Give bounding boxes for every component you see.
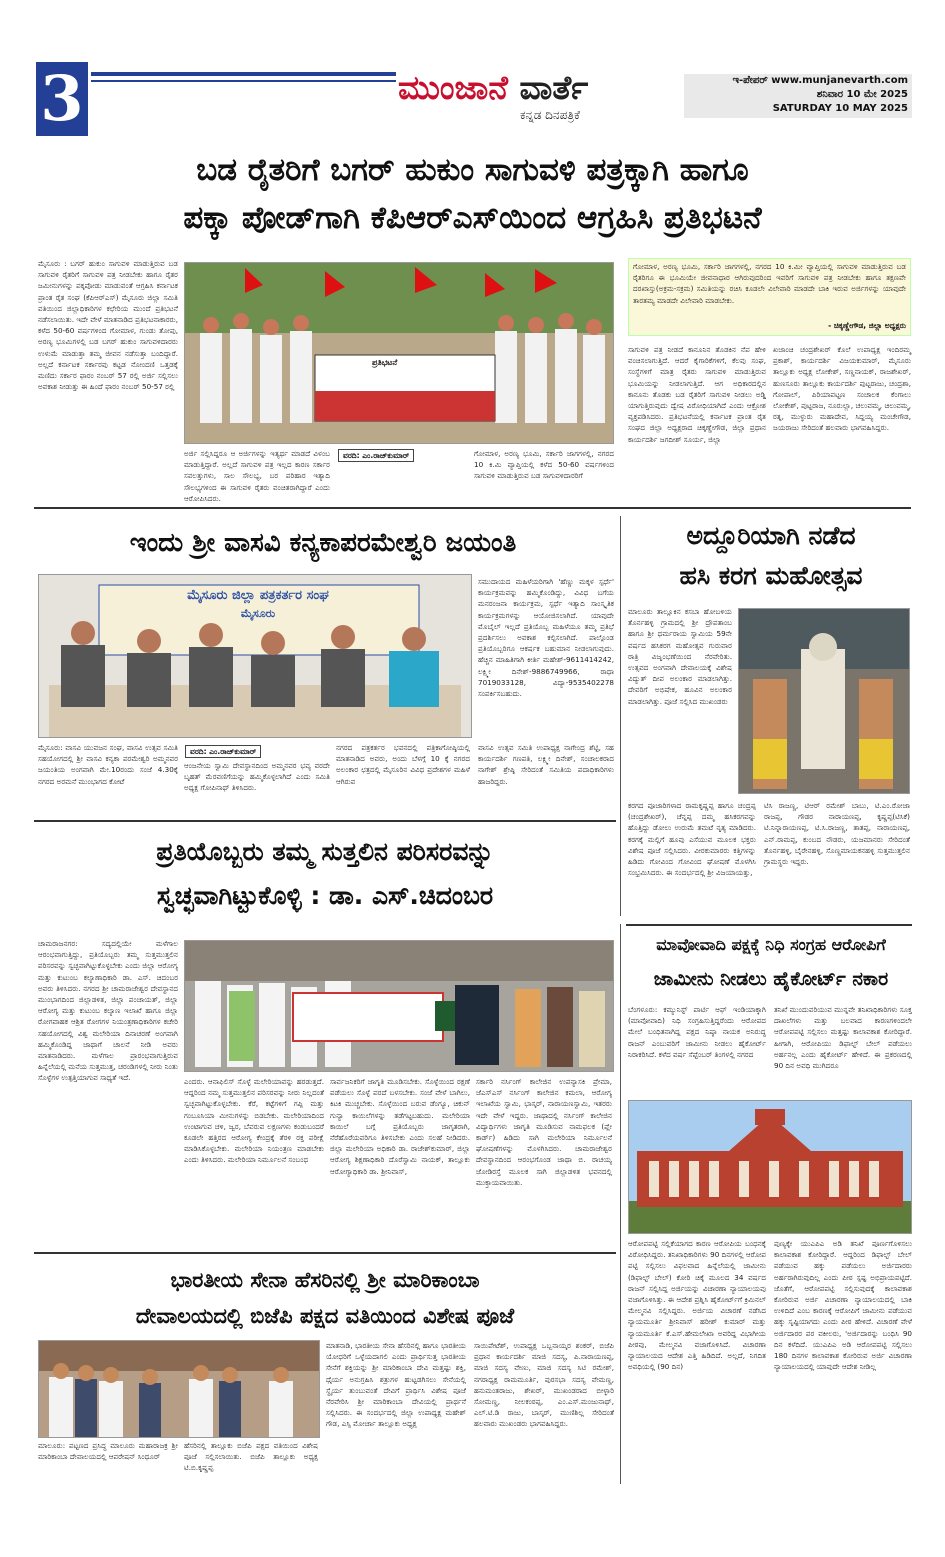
story5-col1: ಬೆಂಗಳೂರು: ಕಮ್ಯುನಿಸ್ಟ್ ಪಾರ್ಟಿ ಆಫ್ ಇಂಡಿಯಾಕ್ಕಾಗಿ (ಮಾವೋವಾದಿ) ನಿಧಿ ಸಂಗ್ರಹಿಸುತ್ತಿದ್ದರೆಂದು ಆರೋಪದ ಮೇಲೆ ಬಂಧಿತನಾಗಿದ್ದ ಪಕ್ಷದ ನಿಷ್ಠಾ ನಾಯಕ ಅನಿರುದ್ಧ ರಾಜನ್ ಎಂಬುವರಿಗೆ ಜಾಮೀನು ನೀಡಲು ಹೈಕೋರ್ಟ್ ನಿರಾಕರಿಸಿದೆ. ಕಳೆದ ವರ್ಷ ಸೆಪ್ಟೆಂಬರ್ ತಿಂಗಳಲ್ಲಿ ನಗರದ [628, 1005, 766, 1059]
story3-headline-line2: ಹಸಿ ಕರಗ ಮಹೋತ್ಸವ [679, 561, 863, 590]
column-divider [620, 516, 621, 916]
story5-col3: ಆರೋಪಪಟ್ಟಿ ಸಲ್ಲಿಕೆಯಾಗದ ಕಾರಣ ಆರೋಪಿಯ ಬಂಧನಕ್ಕೆ ವಿರೋಧಿಸಿದ್ದರು. ತನಿಖಾಧಿಕಾರಿಗಳು 90 ದಿನಗಳಲ್ಲಿ ಆರೋಪ ಪಟ್ಟಿ ಸಲ್ಲಿಸಲು ವಿಫಲವಾದ ಹಿನ್ನೆಲೆಯಲ್ಲಿ ಜಾಮೀನು (ಡಿಫಾಲ್ಟ್ ಬೇಲ್) ಕೋರಿ ಚಿಕ್ಕೆ ಮೂಲದ 34 ವರ್ಷದ ರಾಜನ್ ಸಲ್ಲಿಸಿದ್ದ ಅರ್ಜಿಯನ್ನು ವಿಚಾರಣಾ ನ್ಯಾಯಾಲಯವು ವಜಾಗೊಳಿಸಿತ್ತು. ಈ ಆದೇಶ ಪ್ರಶ್ನಿಸಿ ಹೈಕೋರ್ಟ್‌ಗೆ ಕ್ರಿಮಿನಲ್ ಮೇಲ್ಮನವಿ ಸಲ್ಲಿಸಿದ್ದರು. ಅರ್ಜಿಯ ವಿಚಾರಣೆ ನಡೆಸಿದ ನ್ಯಾಯಮೂರ್ತಿ ಶ್ರೀನಿವಾಸ್ ಹರೀಶ್ ಕುಮಾರ್ ಮತ್ತು ನ್ಯಾಯಮೂರ್ತಿ ಕೆ.ಎಸ್.ಹೇಮಲೇಖಾ ಅವರಿದ್ದ ವಿಭಾಗೀಯ ಪೀಠವು, ಮೇಲ್ಮನವಿ ವಜಾಗೊಳಿಸಿದೆ. ವಿಚಾರಣಾ ನ್ಯಾಯಾಲಯದ ಆದೇಶ ಎತ್ತಿ ಹಿಡಿದಿದೆ. ಅಲ್ಲದೆ, ನಿಗದಿತ ಅವಧಿಯಲ್ಲಿ (90 ದಿನ) [628, 1239, 766, 1372]
rally-photo-svg [185, 941, 613, 1071]
story1-headline-line2: ಪಕ್ಕಾ ಪೋಡ್‌ಗಾಗಿ ಕೆಪಿಆರ್‌ಎಸ್‌ಯಿಂದ ಆಗ್ರಹಿಸಿ ಪ್ರತಿಭಟನೆ [183, 200, 762, 236]
story6-caption1: ಮಾಲೂರು: ಪಟ್ಟಣದ ಪ್ರಸಿದ್ಧ ಮಾಲೂರು ಮಹಾರಾಜ‌ಕ್ರ ಶ್ರೀ ಮಾರಿಕಾಂಬಾ ದೇವಾಲಯದಲ್ಲಿ ಆಪರೇಷನ್ ಸಿಂಧೂರ್ [38, 1441, 178, 1462]
story6-headline-line1: ಭಾರತೀಯ ಸೇನಾ ಹೆಸರಿನಲ್ಲಿ ಶ್ರೀ ಮಾರಿಕಾಂಬಾ [170, 1268, 480, 1292]
temple-pooja-photo-svg [39, 1341, 319, 1437]
story5-photo [628, 1100, 912, 1234]
epaper-link[interactable]: ಇ-ಪೇಪರ್ www.munjanevarth.com [732, 75, 908, 86]
story2-col5: ವಾಸವಿ ಉತ್ಸವ ಸಮಿತಿ ಉಪಾಧ್ಯಕ್ಷ ನಾಗೇಂದ್ರ ಶೆಟ್ಟಿ, ಸಹ ಕಾರ್ಯದರ್ಶಿ ಗಣಪತಿ, ಲಕ್ಷ್ಮೀ ದಿನೇಶ್, ಸಂಚಾಲಕರಾದ ನಾಗೇಶ್ ಶ್ರೇಷ್ಠಿ ಸೇರಿದಂತೆ ಸಮಿತಿಯ ಪದಾಧಿಕಾರಿಗಳು ಹಾಜರಿದ್ದರು. [478, 743, 614, 786]
column-divider-lower [620, 924, 621, 1484]
story3-col2: ಕರಗದ ಪೂಜಾರಿಗಳಾದ ರಾಮಕೃಷ್ಣಪ್ಪ ಹಾಗೂ ಚಂದ್ರಪ್ಪ (ಚಂದ್ರಶೇಖರ್), ಚೆನ್ನಪ್ಪ ದಮ್ಮ ಹಸಿಕರಗವನ್ನು ಹೊತ್ತಿದ್ದು ಡೋಲು ಉರುಮೆ ತಮಟೆ ನೃತ್ಯ ಮಾಡಿದರು. ಕರಗಕ್ಕೆ ಮಲ್ಲಿಗೆ ಹೂವು ಎಸೆಯುವ ಮೂಲಕ ಭಕ್ತರು ವಿಶೇಷ ಪೂಜೆ ಸಲ್ಲಿಸಿದರು. ವೀರಕುಮಾರರು ಕತ್ತಿಗಳನ್ನು ಹಿಡಿದು ಗೋವಿಂದ ಗೋವಿಂದ ಘೋಷಣೆ ಮೊಳಗಿಸಿ ಸಂಭ್ರಮಿಸಿದರು. ಈ ಸಂದರ್ಭದಲ್ಲಿ ಶ್ರೀ ವಿಜಯಾಯತ್ತು, [628, 801, 756, 878]
story4-col4: ಸರ್ಕಾರಿ ನರ್ಸಿಂಗ್ ಕಾಲೇಜಿನ ಉಪನ್ಯಾಸಕಿ ಪ್ರೇಮಾ, ಜೆಎಸ್‌ಎಸ್ ನರ್ಸಿಂಗ್ ಕಾಲೇಜಿನ ಕಮಲಾ, ಆರೋಗ್ಯ ಇಲಾಖೆಯ ಸ್ವಾಮಿ, ಭಾಸ್ಕರ್, ನಾರಾಯಣಸ್ವಾಮಿ, ಇತರರು ಇದೇ ವೇಳೆ ಇದ್ದರು. ಜಾಥಾದಲ್ಲಿ ನರ್ಸಿಂಗ್ ಕಾಲೇಜಿನ ವಿದ್ಯಾರ್ಥಿಗಳು ಜಾಗೃತಿ ಮೂಡಿಸುವ ನಾಮಫಲಕ (ಪ್ಲೇ ಕಾರ್ಡ್) ಹಿಡಿದು ಸಾಗಿ ಮಲೇರಿಯಾ ನಿರ್ಮೂಲನೆ ಘೋಷಣೆಗಳನ್ನು ಮೊಳಗಿಸಿದರು. ಚಾಮರಾಜೇಶ್ವರ ದೇವಸ್ಥಾನದಿಂದ ಆರಂಭಗೊಂಡ ಜಾಥಾ ಬಿ. ರಾಚಯ್ಯ ಜೋಡಿರಸ್ತೆ ಮೂಲಕ ಸಾಗಿ ಜಿಲ್ಲಾಡಳಿತ ಭವನದಲ್ಲಿ ಮುಕ್ತಾಯವಾಯಿತು. [476, 1077, 612, 1187]
story5-col2: ತನಿಖೆ ಮುಂದುವರಿಯುವ ಮುನ್ನವೇ ತನಿಖಾಧಿಕಾರಿಗಳು ಸೂಕ್ತ ದಾಖಲೆಗಳು ಮತ್ತು ಬಲವಾದ ಕಾರಣಗಳಿಂದಲೇ ಆರೋಪಪಟ್ಟಿ ಸಲ್ಲಿಸಲು ಮತ್ತಷ್ಟು ಕಾಲಾವಕಾಶ ಕೋರಿದ್ದಾರೆ. ಹೀಗಾಗಿ, ಆರೋಪಿಯು ಡಿಫಾಲ್ಟ್ ಬೇಲ್ ಪಡೆಯಲು ಅರ್ಹನಲ್ಲ ಎಂದು ಹೈಕೋರ್ಟ್ ಹೇಳಿದೆ. ಈ ಪ್ರಕರಣದಲ್ಲಿ 90 ದಿನ ಅವಧಿ ಮುಗಿದರೂ [774, 1005, 912, 1071]
story2-banner [98, 586, 418, 622]
story2-banner-line1: ಮೈಸೂರು ಜಿಲ್ಲಾ ಪತ್ರಕರ್ತರ ಸಂಘ [187, 588, 329, 603]
divider-story1 [34, 507, 911, 509]
story3-photo [738, 608, 910, 794]
story5-headline-line2: ಜಾಮೀನು ನೀಡಲು ಹೈಕೋರ್ಟ್ ನಕಾರ [653, 968, 889, 990]
story2-col1: ಮೈಸೂರು: ವಾಸವಿ ಯುವಜನ ಸಂಘ, ವಾಸವಿ ಉತ್ಸವ ಸಮಿತಿ ಸಹಯೋಗದಲ್ಲಿ ಶ್ರೀ ವಾಸವಿ ಕನ್ಯಕಾ ಪರಮೇಶ್ವರಿ ಅಮ್ಮನವರ ಜಯಂತಿಯ ಅಂಗವಾಗಿ ಮೇ.10ರಂದು ಸಂಜೆ 4.30ಕ್ಕೆ ನಗರದ ಅರಮನೆ ಮುಂಭಾಗದ ಕೋಟೆ [38, 743, 178, 786]
newspaper-logo [398, 68, 588, 108]
story1-banner-text: ಪ್ರತಿಭಟನೆ [372, 358, 398, 367]
story4-headline-line2: ಸ್ವಚ್ಛವಾಗಿಟ್ಟುಕೊಳ್ಳಿ : ಡಾ. ಎಸ್.ಚಿದಂಬರ [156, 881, 494, 910]
masthead-rule [91, 72, 396, 76]
divider-story4 [34, 1252, 616, 1254]
story1-col3: ಗೋಮಾಳ, ಅರಣ್ಯ ಭೂಮಿ, ಸರ್ಕಾರಿ ಜಾಗಗಳಲ್ಲಿ, ನಗರದ 10 ಕಿ.ಮಿ ವ್ಯಾಪ್ತಿಯಲ್ಲಿ ಕಳೆದ 50-60 ವರ್ಷಗಳಿಂದ ಸಾಗುವಳಿ ಮಾಡುತ್ತಿರುವ ಬಡ ಸಾಗುವಳಿದಾರರಿಗೆ [474, 449, 614, 481]
story5-headline [626, 928, 916, 996]
story5-col4: ಪುಣ್ಯಕ್ಕೇ ಯುಎಪಿಎ ಅಡಿ ತನಿಖೆ ಪೂರ್ಣಗೊಳಿಸಲು ಕಾಲಾವಕಾಶ ಕೋರಿದ್ದಾರೆ. ಆದ್ದರಿಂದ ಡಿಫಾಲ್ಟ್ ಬೇಲ್ ಪಡೆಯುವ ಹಕ್ಕು ಪಡೆಯಲು ಅರ್ಜಿದಾರರು ಅರ್ಹರಾಗಿರುವುದಿಲ್ಲ ಎಂದು ಪೀಠ ಸ್ಪಷ್ಟ ಅಭಿಪ್ರಾಯಪಟ್ಟಿದೆ. ಜೊತೆಗೆ, ಆರೋಪಪಟ್ಟಿ ಸಲ್ಲಿಸುವುದಕ್ಕೆ ಕಾಲಾವಕಾಶ ಕೋರಿರುವ ಅರ್ಜಿ ವಿಚಾರಣಾ ನ್ಯಾಯಾಲಯದಲ್ಲಿ ಬಾಕಿ ಉಳಿದಿದೆ ಎಂಬ ಕಾರಣಕ್ಕೆ ಆರೋಪಿಗೆ ಜಾಮೀನು ಪಡೆಯುವ ಹಕ್ಕು ಸೃಷ್ಟಿಯಾಗದು ಎಂದು ಪೀಠ ಹೇಳಿದೆ. ವಿಚಾರಣೆ ವೇಳೆ ಅರ್ಜಿದಾರರ ಪರ ವಕೀಲರು, 'ಅರ್ಜಿದಾರನ್ನು ಬಂಧಿಸಿ 90 ದಿನ ಕಳೆದಿದೆ. ಯುಎಪಿಎ ಅಡಿ ಆರೋಪಪಟ್ಟಿ ಸಲ್ಲಿಸಲು 180 ದಿನಗಳ ಕಾಲಾವಕಾಶ ಕೋರಿರುವ ಅರ್ಜಿ ವಿಚಾರಣಾ ನ್ಯಾಯಾಲಯದಲ್ಲಿ ಯಾವುದೇ ಆದೇಶ ನೀಡಿಲ್ಲ [774, 1239, 912, 1372]
story3-col1: ಮಾಲೂರು ತಾಲ್ಲೂಕಿನ ಕಸಬಾ ಹೋಬಳಿಯ ತೊರ್ನಹಳ್ಳಿ ಗ್ರಾಮದಲ್ಲಿ ಶ್ರೀ ದ್ರೌಪತಾಂಬ ಹಾಗೂ ಶ್ರೀ ಧರ್ಮರಾಯ ಸ್ವಾಮಿಯ 59ನೇ ವರ್ಷದ ಹಸಿಕರಗ ಮಹೋತ್ಸವ ಗುರುವಾರ ರಾತ್ರಿ ವಿಜೃಂಭಣೆಯಿಂದ ನೆರವೇರಿತು. ಉತ್ಸವದ ಅಂಗವಾಗಿ ದೇವಾಲಯಕ್ಕೆ ವಿಶೇಷ ವಿದ್ಯುತ್ ದೀಪ ಅಲಂಕಾರ ಮಾಡಲಾಗಿತ್ತು. ದೇವರಿಗೆ ಅಭಿಷೇಕ, ಹೂವಿನ ಅಲಂಕಾರ ಮಾಡಲಾಗಿತ್ತು. ಪೂಜೆ ಸಲ್ಲಿಸಿದ ಮುಖಂಡರು [628, 607, 732, 706]
logo-part2: ವಾರ್ತೆ [519, 68, 589, 107]
story1-headline [30, 146, 915, 242]
high-court-photo-svg [629, 1101, 911, 1233]
story1-col4: ಸಾಗುವಳಿ ಪತ್ರ ನೀಡದೆ ಕಾನೂನಿನ ತೊಡಕಿನ ನೆಪ ಹೇಳಿ ವಂಚಿಸಲಾಗುತ್ತಿದೆ. ಆದರೆ ಕೈಗಾರಿಕೆಗಳಿಗೆ, ಕೆಲವು ಸಂಘ, ಸಂಸ್ಥೆಗಳಿಗೆ ಮಾತ್ರ ರೈತರು ಸಾಗುವಳಿ ಮಾಡುತ್ತಿರುವ ಭೂಮಿಯನ್ನು ನೀಡಲಾಗುತ್ತಿದೆ. ಆಗ ಅಧಿಕಾರದಲ್ಲಿನ ಕಾನೂನು ತೊಡಕು ಬಡ ರೈತರಿಗೆ ಸಾಗುವಳಿ ನೀಡಲು ಅಡ್ಡಿ ಯಾಗುತ್ತಿರುವುದು ದ್ವೇಷ ವಿರೋಧಿಯಾಗಿದೆ ಎಂದು ಆಕ್ರೋಶ ವ್ಯಕ್ತಪಡಿಸಿದರು. ಪ್ರತಿಭಟನೆಯಲ್ಲಿ ಕರ್ನಾಟಕ ಪ್ರಾಂತ ರೈತ ಸಂಘದ ಜಿಲ್ಲಾ ಅಧ್ಯಕ್ಷರಾದ ಚಿಕ್ಕಣ್ಣೇಗೌಡ, ಜಿಲ್ಲಾ ಪ್ರಧಾನ ಕಾರ್ಯದರ್ಶಿ ಜಗದೀಶ್ ಸೂರ್ಯ, ಜಿಲ್ಲಾ [628, 345, 766, 444]
page-number: 3 [36, 62, 88, 136]
story6-col2: ಸಾಯಿಪೇಟೆಶ್, ಉಪಾಧ್ಯಕ್ಷ ಒಬ್ಬನಾಯ್ಕರ ಶಂಕರ್, ಬಿಜೆಪಿ ಪ್ರಧಾನ ಕಾರ್ಯದರ್ಶಿ ಮಾಜಿ ಸದಸ್ಯ, ಪಿ.ನಾರಾಯಣಪ್ಪ, ಮಾಜಿ ಸದಸ್ಯ ವೇಣು, ಮಾಜಿ ಸದಸ್ಯ ಸಿಟಿ ರಮೇಶ್, ನಗರಾಧ್ಯಕ್ಷ ರಾಮಮೂರ್ತಿ, ಪುರಸಭಾ ಸದಸ್ಯ ವೇಮಣ್ಣ, ಹನುಮಂತರಾಜು, ಶೇಖರ್, ಮುಖಂಡರಾದ ಬೀಳ್ಳಾರಿ ಸೋಮಣ್ಣ, ನೀಲಕಂಠಪ್ಪ, ಎಂ.ಎಸ್.ಮಂಜುನಾಥ್, ಎಲ್.ಟಿ.ಡಿ ರಾಜು, ಬಾಸ್ಕರ್, ಮುಣಿಶಿಲ್ಲ ಸೇರಿದಂತೆ ಹಲವಾರು ಮುಖಂಡರು ಭಾಗವಹಿಸಿದ್ದರು. [474, 1341, 614, 1429]
divider-story3 [626, 924, 912, 926]
story6-col1: ಮಾತನಾಡಿ, ಭಾರತೀಯ ಸೇನಾ ಹೆಸರಿನಲ್ಲಿ ಹಾಗೂ ಭಾರತೀಯ ಯೋಧರಿಗೆ ಒಳ್ಳೆಯದಾಗಲಿ ಎಂದು ಪ್ರಾರ್ಥಿಸುತ್ತ ಭಾರತೀಯ ಸೇನೆಗೆ ಶಕ್ತಿಯನ್ನು ಶ್ರೀ ಮಾರಿಕಾಂಬಾ ದೇವಿ ಮತ್ತಷ್ಟು ಶಕ್ತಿ, ಧೈರ್ಯ ಅನುಗ್ರಹಿಸಿ ಶತ್ರುಗಳ ಹುಟ್ಟಡಗಿಸಲು ಸೇನೆಯಲ್ಲಿ ಸ್ಥೈರ್ಯ ತುಂಬುವಂತೆ ದೇವಿಗೆ ಪ್ರಾರ್ಥಿಸಿ ವಿಶೇಷ ಪೂಜೆ ನೆರವೇರಿಸಿ ಶ್ರೀ ಮಾರಿಕಾಂಬಾ ದೇವಿಯಲ್ಲಿ ಪ್ರಾರ್ಥನೆ ಸಲ್ಲಿಸಿದರು. ಈ ಸಂದರ್ಭದಲ್ಲಿ ಜಿಲ್ಲಾ ಉಪಾಧ್ಯಕ್ಷ ಮಹೇಶ್ ಗೌಡ, ಎಸ್ಸಿ ಮೋರ್ಚಾ ತಾಲ್ಲೂಕು ಅಧ್ಯಕ್ಷ [326, 1341, 466, 1429]
masthead-rule-thin [91, 80, 396, 82]
story1-col1: ಮೈಸೂರು : ಬಗರ್ ಹುಕುಂ ಸಾಗುವಳಿ ಮಾಡುತ್ತಿರುವ ಬಡ ಸಾಗುವಳಿ ರೈತರಿಗೆ ಸಾಗುವಳಿ ಪತ್ರ ನೀಡಬೇಕು ಹಾಗೂ ರೈತರ ಜಮೀನುಗಳನ್ನು ಪಕ್ಕಪೋಡು ಮಾಡುವಂತೆ ಆಗ್ರಹಿಸಿ ಕರ್ನಾಟಕ ಪ್ರಾಂತ ರೈತ ಸಂಘ (ಕೆಪಿಆರ್‌ಎಸ್) ಮೈಸೂರು ಜಿಲ್ಲಾ ಸಮಿತಿ ವತಿಯಿಂದ ಜಿಲ್ಲಾಧಿಕಾರಿಗಳ ಕಛೇರಿಯ ಮುಂದೆ ಪ್ರತಿಭಟನೆ ನಡೆಸಲಾಯಿತು. ಇದೇ ವೇಳೆ ಮಾತನಾಡಿದ ಪ್ರತಿಭಟನಾಕಾರರು, ಕಳೆದ 50-60 ವರ್ಷಗಳಿಂದ ಗೋಮಾಳ, ಗುಂಡು ತೋಪು, ಅರಣ್ಯ ಭೂಮಿಗಳಲ್ಲಿ ಬಡ ಬಗರ್ ಹುಕುಂ ಸಾಗುವಳಿದಾರರು ಉಳುಮೆ ಮಾಡುತ್ತಾ ತಮ್ಮ ಜೀವನ ನಡೆಸುತ್ತಾ ಬಂದಿದ್ದಾರೆ. ಅಲ್ಲದೆ ಕರ್ನಾಟಕ ಸರ್ಕಾರವು ಕಟ್ಟಡ ನೋಂದಣಿ ಒತ್ತಡಕ್ಕೆ ಮಣಿದು ಸರ್ಕಾರ ಫಾರಂ ನಂಬರ್ 57 ರಲ್ಲಿ ಅರ್ಜಿ ಸಲ್ಲಿಸಲು ಅವಕಾಶ ನೀಡುತ್ತು ಈ ಹಿಂದೆ ಫಾರಂ ನಂಬರ್ 50-57 ರಲ್ಲಿ [38, 259, 178, 392]
story3-headline-line1: ಅದ್ದೂರಿಯಾಗಿ ನಡೆದ [686, 521, 856, 550]
story2-banner-line2: ಮೈಸೂರು [240, 607, 276, 620]
story1-photo [184, 262, 614, 444]
story4-headline [34, 830, 616, 918]
story5-headline-line1: ಮಾವೋವಾದಿ ಪಕ್ಷಕ್ಕೆ ನಿಧಿ ಸಂಗ್ರಹ ಆರೋಪಿಗೆ [656, 935, 886, 954]
divider-story2 [34, 820, 616, 822]
karaga-photo-svg [739, 609, 909, 793]
story3-headline [626, 516, 916, 596]
logo-part1: ಮುಂಜಾನೆ [398, 68, 508, 107]
protest-photo-svg [185, 263, 613, 443]
story1-quote-box [628, 258, 911, 336]
date-block [684, 74, 912, 118]
story4-col1: ಚಾಮರಾಜನಗರ: ಸದ್ಯದಲ್ಲಿಯೇ ಮಳೆಗಾಲ ಆರಂಭವಾಗುತ್ತಿದ್ದು, ಪ್ರತಿಯೊಬ್ಬರು ತಮ್ಮ ಸುತ್ತಮುತ್ತಲಿನ ಪರಿಸರವನ್ನು ಸ್ವಚ್ಛವಾಗಿಟ್ಟುಕೊಳ್ಳಬೇಕು ಎಂದು ಜಿಲ್ಲಾ ಆರೋಗ್ಯ ಮತ್ತು ಕುಟುಂಬ ಕಲ್ಯಾಣಾಧಿಕಾರಿ ಡಾ. ಎಸ್. ಚಿದಂಬರ ಅವರು ತಿಳಿಸಿದರು. ನಗರದ ಶ್ರೀ ಚಾಮರಾಜೇಶ್ವರ ದೇವಸ್ಥಾನದ ಮುಂಭಾಗದಿಂದ ಜಿಲ್ಲಾಡಳಿತ, ಜಿಲ್ಲಾ ಪಂಚಾಯತ್, ಜಿಲ್ಲಾ ಆರೋಗ್ಯ ಮತ್ತು ಕುಟುಂಬ ಕಲ್ಯಾಣ ಇಲಾಖೆ ಹಾಗೂ ಜಿಲ್ಲಾ ರೋಗವಾಹಕ ಆಶ್ರಿತ ರೋಗಗಳ ನಿಯಂತ್ರಣಾಧಿಕಾರಿಗಳ ಕಚೇರಿ ಸಹಯೋಗದಲ್ಲಿ ವಿಶ್ವ ಮಲೇರಿಯಾ ದಿನಾಚರಣೆ ಅಂಗವಾಗಿ ಹಮ್ಮಿಕೊಂಡಿದ್ದ ಜಾಥಾಗೆ ಚಾಲನೆ ನೀಡಿ ಅವರು ಮಾತನಾಡಿದರು. ಮಳೆಗಾಲ ಪ್ರಾರಂಭವಾಗುತ್ತಿರುವ ಹಿನ್ನೆಲೆಯಲ್ಲಿ ಮನೆಯ ಸುತ್ತಮುತ್ತ, ಚರಂಡಿಗಳಲ್ಲಿ ನೀರು ನಿಂತು ಸೊಳ್ಳೆಗಳ ಉತ್ಪತ್ತಿಯಾಗುವ ಸಾಧ್ಯತೆ ಇದೆ. [38, 939, 178, 1083]
story1-col2: ಅರ್ಜಿ ಸಲ್ಲಿಸಿದ್ದರೂ ಆ ಅರ್ಜಿಗಳನ್ನು ಇತ್ಯರ್ಥ ಮಾಡದೆ ವಿಳಂಬ ಮಾಡುತ್ತಿದ್ದಾರೆ. ಅಲ್ಲದೆ ಸಾಗುವಳಿ ಪತ್ರ ಇಲ್ಲದ ಕಾರಣ ಸರ್ಕಾರ ಸವಲತ್ತುಗಳು, ಸಾಲ ಸೌಲಭ್ಯ, ಬರ ಪರಿಹಾರ ಇತ್ಯಾದಿ ಸೌಲಭ್ಯಗಳಿಂದ ಈ ಸಾಗುವಳಿ ರೈತರು ವಂಚಿತರಾಗಿದ್ದಾರೆ ಎಂದು ಆರೋಪಿಸಿದರು. [184, 449, 330, 503]
story6-photo [38, 1340, 320, 1438]
story6-headline-line2: ದೇವಾಲಯದಲ್ಲಿ ಬಿಜೆಪಿ ಪಕ್ಷದ ವತಿಯಿಂದ ವಿಶೇಷ ಪೂಜೆ [135, 1304, 515, 1328]
story1-photo-caption: ವರದಿ: ಎಂ.ರಾಜ್‌ಕುಮಾರ್ [338, 449, 414, 462]
story4-col3: ಸಾರ್ವಜನಿಕರಿಗೆ ಜಾಗೃತಿ ಮೂಡಿಸಬೇಕು. ಸೊಳ್ಳೆಯಿಂದ ರಕ್ಷಣೆ ಪಡೆಯಲು ಸೊಳ್ಳೆ ಪರದೆ ಬಳಸಬೇಕು. ಸಂಜೆ ವೇಳೆ ಬಾಗಿಲು, ಕಿಟಕಿ ಮುಚ್ಚಬೇಕು. ಸೊಳ್ಳೆಯಿಂದ ಬರುವ ಡೆಂಗ್ಯೂ, ಚಿಕುನ್ ಗುನ್ಯಾ ಕಾಯಿಲೆಗಳನ್ನು ತಡೆಗಟ್ಟಬಹುದು. ಮಲೇರಿಯಾ ಕಾಯಿಲೆ ಬಗ್ಗೆ ಪ್ರತಿಯೊಬ್ಬರು ಜಾಗೃತರಾಗಿ, ನೆರೆಹೊರೆಯವರಿಗೂ ತಿಳಿಸಬೇಕು ಎಂದು ಸಲಹೆ ನೀಡಿದರು. ಜಿಲ್ಲಾ ಮಲೇರಿಯಾ ಅಧಿಕಾರಿ ಡಾ. ರಾಜೇಶ್‌ಕುಮಾರ್, ಜಿಲ್ಲಾ ಆರೋಗ್ಯ ಶಿಕ್ಷಣಾಧಿಕಾರಿ ದೊರೆಸ್ವಾಮಿ ನಾಯಕ್, ತಾಲ್ಲೂಕು ಆರೋಗ್ಯಾಧಿಕಾರಿ ಡಾ. ಶ್ರೀನಿವಾಸ್, [330, 1077, 470, 1176]
story3-col3: ಟಿಸಿ ರಾಜಣ್ಣ, ಟಿಆರ್ ರಮೇಶ್ ಬಾಬು, ಟಿ.ಎಂ.ರೋಜಾ ರಾಜಪ್ಪ, ಗೌಡರ ನಾರಾಯಣಪ್ಪ, ಕೃಷ್ಣಪ್ಪ(ಟಿಸಿಕೆ) ಟಿ.ನಿನ್ನಾರಾಯಣಪ್ಪ, ಟಿ.ಸಿ.ರಾಜಣ್ಣ, ತಾತಪ್ಪ, ನಾರಾಯಣಪ್ಪ, ಎನ್.ರಾಮಪ್ಪ, ಕುಂಬದ ನೌಡರು, ಯಜಮಾನರು ಸೇರಿದಂತೆ ತೊರ್ನಹಳ್ಳಿ, ಬೈರೇನಹಳ್ಳಿ, ಸೊಣ್ಣಮಾಯಕನಹಳ್ಳಿ ಸುತ್ತಮುತ್ತಲಿನ ಗ್ರಾಮಸ್ಥರು ಇದ್ದರು. [764, 801, 910, 867]
story6-caption2: ಹೆಸರಿನಲ್ಲಿ ತಾಲ್ಲೂಕು ಬಿಜೆಪಿ ಪಕ್ಷದ ವತಿಯಿಂದ ವಿಶೇಷ ಪೂಜೆ ಸಲ್ಲಿಸಲಾಯಿತು. ಬಿಜೆಪಿ ತಾಲ್ಲೂಕು ಅಧ್ಯಕ್ಷ ಟಿ.ಬಿ.ಕೃಷ್ಣಪ್ಪ [184, 1441, 318, 1473]
story1-quote-author: - ಚಿಕ್ಕಣ್ಣೇಗೌಡ, ಜಿಲ್ಲಾ ಅಧ್ಯಕ್ಷರು [828, 321, 906, 330]
story2-col2: ಆಂಜನೇಯ ಸ್ವಾಮಿ ದೇವಸ್ಥಾನದಿಂದ ಅಮ್ಮನವರ ಭವ್ಯ ವರದೇ ಬೃಹತ್ ಮೆರವಣಿಗೆಯನ್ನು ಹಮ್ಮಿಕೊಳ್ಳಲಾಗಿದೆ ಎಂದು ಸಮಿತಿ ಅಧ್ಯಕ್ಷ ಗೋಪಿನಾಥ್ ತಿಳಿಸಿದರು. [184, 761, 330, 793]
story1-col5: ಖಜಾಂಚಿ ಚಂದ್ರಶೇಖರ್ ಕೊಲೆ ಉಪಾಧ್ಯಕ್ಷ ಇಂದಿರಮ್ಮ ಪ್ರಕಾಶ್, ಕಾರ್ಯದರ್ಶಿ ವಿಜಯಕುಮಾರ್, ಮೈಸೂರು ತಾಲ್ಲೂಕು ಅಧ್ಯಕ್ಷ ಲೋಕೇಶ್, ಸಣ್ಣನಾಯಕ್, ರಾಜಶೇಖರ್, ಹುಣಸೂರು ತಾಲ್ಲೂಕು ಕಾರ್ಯದರ್ಶಿ ಪುಟ್ಟರಾಜು, ಚಂದ್ರಶಾ, ಗೋಪಾಲ್, ಪಿರಿಯಾಪಟ್ಟಣ ಸಂಚಾಲಕ ಕೆಂಗಾಲು ಲೋಕೇಶ್, ಪುಟ್ಟರಾಜ, ನೂರುಲ್ಲಾ, ಚಲುವಮ್ಮ, ಚಿಲುವಮ್ಮ, ರತ್ನ, ಮುಳ್ಳುರು ಮಹಾದೇವ, ಸಿದ್ದಯ್ಯ ಮಂಚೇಗೌಡ, ಜಯರಾಜು ಸೇರಿದಂತೆ ಹಲವಾರು ಭಾಗವಹಿಸಿದ್ದರು. [773, 345, 911, 433]
story4-headline-line1: ಪ್ರತಿಯೊಬ್ಬರು ತಮ್ಮ ಸುತ್ತಲಿನ ಪರಿಸರವನ್ನು [156, 837, 494, 866]
story2-col3: ನಗರದ ಪತ್ರಕರ್ತರ ಭವನದಲ್ಲಿ ಪತ್ರಿಕಾಗೋಷ್ಠಿಯಲ್ಲಿ ಮಾತನಾಡಿದ ಅವರು, ಅಂದು ಬೆಳಗ್ಗೆ 10 ಕ್ಕೆ ನಗರದ ಅಲಂಕಾರ ಛತ್ರದಲ್ಲಿ ಮೈಸೂರಿನ ವಿವಿಧ ಪ್ರದೇಶಗಳ ಮಹಿಳೆ ಆಗಿರುವ [336, 743, 470, 786]
story6-headline [34, 1262, 616, 1334]
story1-headline-line1: ಬಡ ರೈತರಿಗೆ ಬಗರ್ ಹುಕುಂ ಸಾಗುವಳಿ ಪತ್ರಕ್ಕಾಗಿ ಹಾಗೂ [196, 152, 749, 188]
story4-col2: ಎಂದರು. ಆನಾಫಿಲಿಸ್ ಸೊಳ್ಳೆ ಮಲೇರಿಯಾವನ್ನು ಹರಡುತ್ತದೆ. ಆದ್ದರಿಂದ ನಮ್ಮ ಸುತ್ತಮುತ್ತಲಿನ ಪರಿಸರವನ್ನು ನೀರು ನಿಲ್ಲದಂತೆ ಸ್ವಚ್ಛವಾಗಿಟ್ಟುಕೊಳ್ಳಬೇಕು. ಕೆರೆ, ಕಟ್ಟೆಗಳಿಗೆ ಗಪ್ಪಿ ಮತ್ತು ಗಂಬೂಸಿಯಾ ಮೀನುಗಳನ್ನು ಬಿಡಬೇಕು. ಮಲೇರಿಯಾದಿಂದ ಉಂಟಾಗುವ ಚಳಿ, ಜ್ವರ, ಬೆವರುವ ಲಕ್ಷಣಗಳು ಕಂಡುಬಂದರೆ ಕೂಡಲೇ ಹತ್ತಿರದ ಆರೋಗ್ಯ ಕೇಂದ್ರಕ್ಕೆ ತೆರಳಿ ರಕ್ತ ಪರೀಕ್ಷೆ ಮಾಡಿಸಿಕೊಳ್ಳಬೇಕು. ಮಲೇರಿಯಾ ನಿಯಂತ್ರಣ ಮಾಡಬೇಕು ಎಂದು ತಿಳಿಸಿದರು. ಮಲೇರಿಯಾ ನಿರ್ಮೂಲನೆ ಸಂಬಂಧ [184, 1077, 324, 1165]
story4-photo [184, 940, 614, 1072]
date-english: SATURDAY 10 MAY 2025 [772, 103, 908, 114]
story2-col4: ಸಮುದಾಯದ ಮಹಿಳೆಯರಿಗಾಗಿ 'ಹೆಣ್ಣು ಮಕ್ಕಳ ಸ್ಪರ್ಧೆ' ಕಾರ್ಯಕ್ರಮವನ್ನು ಹಮ್ಮಿಕೊಂಡಿದ್ದು, ವಿವಿಧ ಬಗೆಯ ಮನರಂಜನಾ ಕಾರ್ಯಕ್ರಮ, ಸ್ಪರ್ಧೆ ಇತ್ಯಾದಿ ಸಾಂಸ್ಕೃತಿಕ ಕಾರ್ಯಕ್ರಮಗಳನ್ನು ಆಯೋಜಿಸಲಾಗಿದೆ. ಯಾವುದೇ ಮೊಬೈಲ್ ಇಲ್ಲದೆ ಪ್ರತಿಯೊಬ್ಬ ಮಹಿಳೆಯೂ ತಮ್ಮ ಪ್ರತಿಭೆ ಪ್ರದರ್ಶಿಸಲು ಅವಕಾಶ ಕಲ್ಪಿಸಲಾಗಿದೆ. ಪಾಲ್ಗೊಂಡ ಪ್ರತಿಯೊಬ್ಬರಿಗೂ ಆಕರ್ಷಕ ಬಹುಮಾನ ನೀಡಲಾಗುವುದು. ಹೆಚ್ಚಿನ ಮಾಹಿತಿಗಾಗಿ ಕೀರ್ತಿ ಮಹೇಶ್-9611414242, ಲಕ್ಷ್ಮೀ ದಿನೇಶ್-9886749966, ರಾಧಾ 7019033128, ವಿದ್ಯಾ-9535402278 ಸಂಪರ್ಕಿಸಬಹುದು. [478, 577, 614, 699]
story2-headline: ಇಂದು ಶ್ರೀ ವಾಸವಿ ಕನ್ಯಕಾಪರಮೇಶ್ವರಿ ಜಯಂತಿ [129, 528, 517, 558]
date-kannada: ಶನಿವಾರ 10 ಮೇ 2025 [816, 89, 908, 100]
tagline: ಕನ್ನಡ ದಿನಪತ್ರಿಕೆ [520, 108, 581, 122]
story2-photo-caption: ವರದಿ: ಎಂ.ರಾಜ್‌ಕುಮಾರ್ [185, 745, 261, 758]
story1-quote-text: ಗೋಮಾಳ, ಅರಣ್ಯ ಭೂಮಿ, ಸರ್ಕಾರಿ ಜಾಗಗಳಲ್ಲಿ, ನಗರದ 10 ಕಿ.ಮೀ ವ್ಯಾಪ್ತಿಯಲ್ಲಿ ಸಾಗುವಳಿ ಮಾಡುತ್ತಿರುವ ಬಡ ರೈತರಿಗೂ ಈ ಭೂಮಿಯೇ ಜೀವನಾಧಾರ ಆಗಿರುವುದರಿಂದ ಇವರಿಗೆ ಸಾಗುವಳಿ ಪತ್ರ ನೀಡಬೇಕು ಹಾಗೂ ತಕ್ಷಣವೇ ದರಖಾಸ್ತು(ಅಕ್ರಮ-ಸಕ್ರಮ) ಸಮಿತಿಯನ್ನು ರಚಿಸಿ ಕೂಡಲೇ ವಿಲೇವಾರಿ ಮಾಡದೇ ಬಾಕಿ ಇರುವ ಅರ್ಜಿಗಳನ್ನು ಯಾವುದೇ ತಾರತಮ್ಯ ಮಾಡದೇ ವಿಲೇವಾರಿ ಮಾಡಬೇಕು. [633, 262, 906, 305]
